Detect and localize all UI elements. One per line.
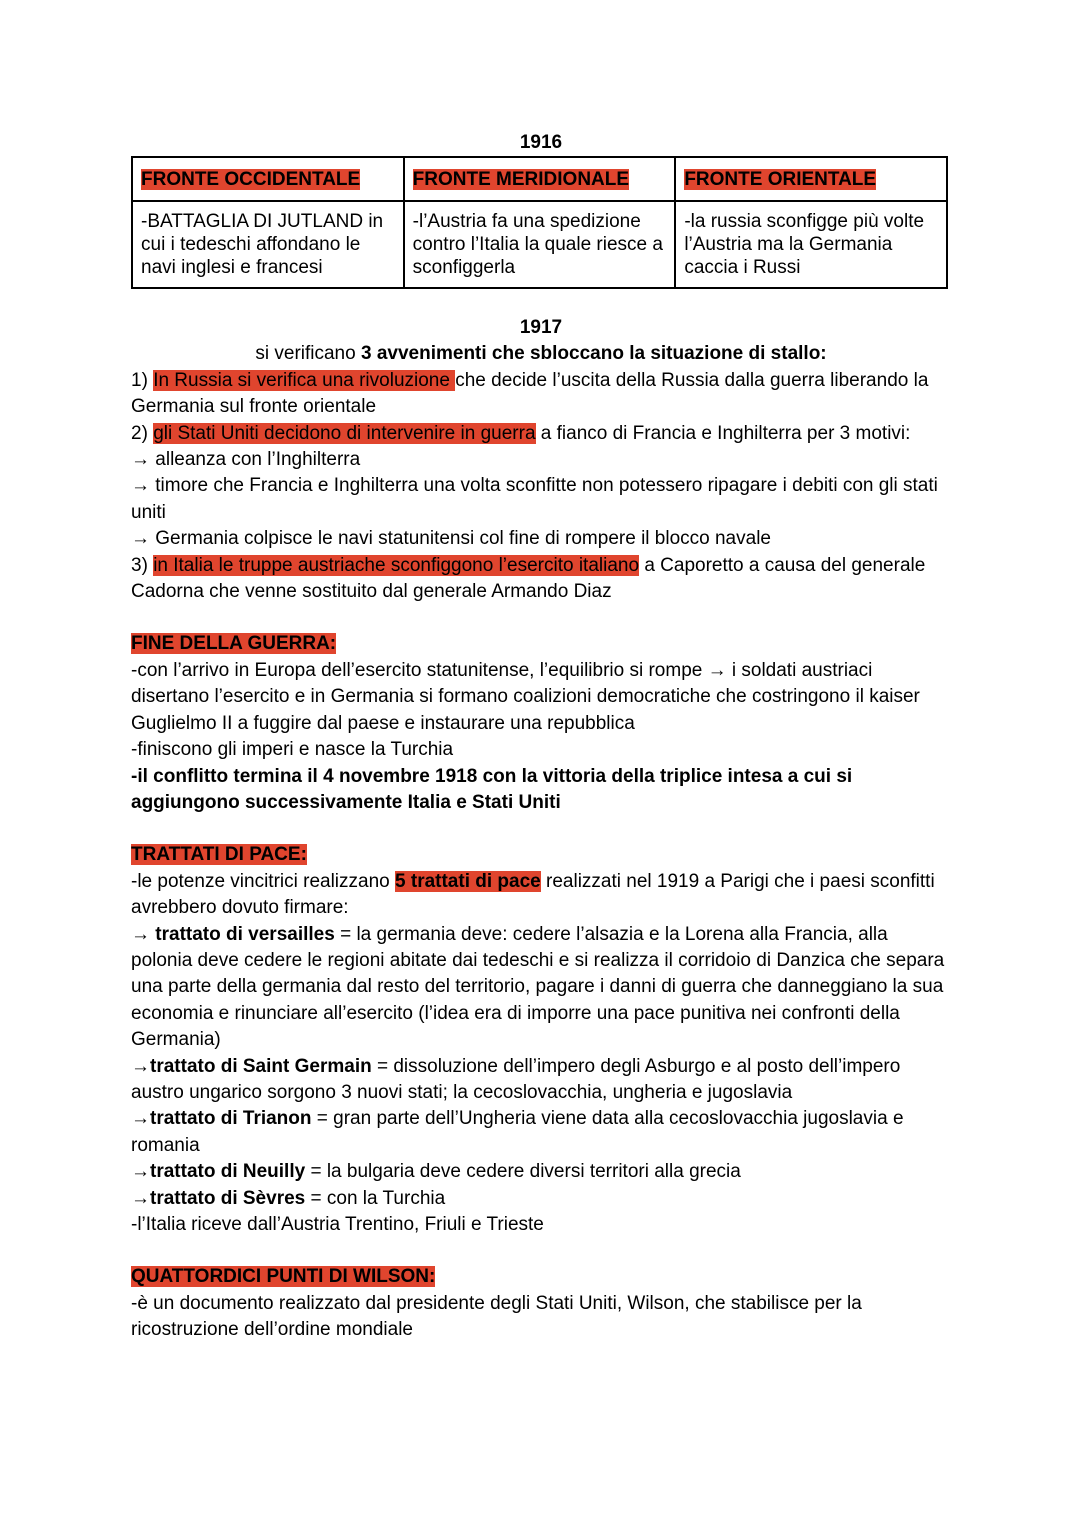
highlight: In Russia si verifica una rivoluzione bbox=[153, 369, 456, 391]
item-text: a fianco di Francia e Inghilterra per 3 motivi: bbox=[535, 422, 911, 444]
intro-bold: 3 avvenimenti che sbloccano la situazione di stallo: bbox=[360, 343, 827, 365]
paragraph: -è un documento realizzato dal presidente degli Stati Uniti, Wilson, che stabilisce per la ricostruzione dell’ordine mondiale bbox=[131, 1292, 862, 1341]
fronts-1916-table bbox=[131, 156, 948, 289]
treaty-name: → trattato di versailles bbox=[131, 923, 335, 945]
item-number: 1) bbox=[131, 369, 154, 391]
table-cell-meridionale: -l’Austria fa una spedizione contro l’Italia la quale riesce a sconfiggerla bbox=[404, 201, 676, 288]
treaty-name: →trattato di Saint Germain bbox=[131, 1055, 372, 1077]
header-fronte-orientale: FRONTE ORIENTALE bbox=[684, 169, 877, 190]
text: realizzati nel 1919 a Parigi che i paesi sconfitti avrebbero dovuto firmare: bbox=[131, 870, 935, 919]
motivo-item: → timore che Francia e Inghilterra una volta sconfitte non potessero ripagare i debiti con gli stati uniti bbox=[131, 475, 938, 523]
header-fronte-meridionale: FRONTE MERIDIONALE bbox=[412, 169, 630, 190]
highlight: gli Stati Uniti decidono di intervenire in guerra bbox=[153, 422, 536, 444]
treaty-item bbox=[131, 1159, 951, 1185]
section-fine-guerra bbox=[131, 631, 951, 657]
treaty-text: = dissoluzione dell’impero degli Asburgo e al posto dell’impero austro ungarico sorgono 3 nuovi stati; la cecoslovacchia, ungheria e jugoslavia bbox=[131, 1055, 901, 1103]
treaty-name: →trattato di Neuilly bbox=[131, 1161, 306, 1183]
section-wilson bbox=[131, 1264, 951, 1290]
list-item bbox=[131, 553, 951, 606]
bold-text: -il conflitto termina il 4 novembre 1918 con la vittoria della triplice intesa a cui si aggiungono successivamente Italia e Stati Uniti bbox=[131, 765, 853, 813]
item-text: che decide l’uscita della Russia dalla guerra liberando la Germania sul fronte orientale bbox=[131, 369, 929, 418]
item-number: 2) bbox=[131, 422, 154, 444]
treaty-item bbox=[131, 922, 951, 1054]
treaty-text: = la germania deve: cedere l’alsazia e la Lorena alla Francia, alla polonia deve cedere le regioni abitate dai tedeschi e si realizza il corridoio di Danzica che separa una parte della germania dal resto del territorio, pagare i danni di guerra che danneggiano la sua economia e rinunciare all’esercito (l’idea era di imporre una pace punitiva nei confronti della Germania) bbox=[131, 923, 945, 1051]
paragraph: -con l’arrivo in Europa dell’esercito statunitense, l’equilibrio si rompe → i soldati austriaci disertano l’esercito e in Germania si formano coalizioni democratiche che costringono il kaiser Guglielmo II a fuggire dal paese e instaurare una repubblica bbox=[131, 659, 920, 734]
treaty-text: = la bulgaria deve cedere diversi territori alla grecia bbox=[305, 1161, 741, 1183]
motivo-item: → Germania colpisce le navi statunitensi col fine di rompere il blocco navale bbox=[131, 528, 771, 550]
table-header-cell bbox=[404, 157, 676, 201]
treaty-text: = con la Turchia bbox=[305, 1187, 446, 1209]
treaty-item bbox=[131, 1054, 951, 1107]
treaty-text: = gran parte dell’Ungheria viene data alla cecoslovacchia jugoslavia e romania bbox=[131, 1108, 904, 1156]
section-1917 bbox=[131, 315, 951, 1344]
table-cell-occidentale: -BATTAGLIA DI JUTLAND in cui i tedeschi affondano le navi inglesi e francesi bbox=[132, 201, 404, 288]
paragraph-bold bbox=[131, 764, 951, 817]
item-number: 3) bbox=[131, 554, 154, 576]
intro-text: si verificano bbox=[255, 343, 361, 365]
treaty-name: →trattato di Sèvres bbox=[131, 1187, 306, 1209]
year-1916-heading: 1916 bbox=[519, 132, 563, 153]
table-header-cell bbox=[675, 157, 947, 201]
section-title: QUATTORDICI PUNTI DI WILSON: bbox=[131, 1266, 436, 1288]
list-item bbox=[131, 368, 951, 421]
paragraph: -l’Italia riceve dall’Austria Trentino, Friuli e Trieste bbox=[131, 1214, 544, 1235]
highlight: in Italia le truppe austriache sconfiggono l’esercito italiano bbox=[153, 554, 640, 576]
paragraph: -finiscono gli imperi e nasce la Turchia bbox=[131, 739, 454, 761]
table-header-cell bbox=[132, 157, 404, 201]
table-cell-orientale: -la russia sconfigge più volte l’Austria ma la Germania caccia i Russi bbox=[675, 201, 947, 288]
document-page bbox=[131, 130, 951, 1344]
section-trattati bbox=[131, 842, 951, 868]
section-title: FINE DELLA GUERRA: bbox=[131, 633, 337, 655]
intro-1917 bbox=[131, 341, 951, 367]
motivo-item: → alleanza con l’Inghilterra bbox=[131, 449, 361, 471]
treaty-name: →trattato di Trianon bbox=[131, 1108, 312, 1130]
section-title: TRATTATI DI PACE: bbox=[131, 844, 307, 866]
highlight: 5 trattati di pace bbox=[395, 870, 541, 892]
list-item bbox=[131, 421, 951, 447]
text: -le potenze vincitrici realizzano bbox=[131, 870, 396, 892]
paragraph bbox=[131, 869, 951, 922]
header-fronte-occidentale: FRONTE OCCIDENTALE bbox=[141, 169, 361, 190]
treaty-item bbox=[131, 1106, 951, 1159]
year-1917-heading: 1917 bbox=[519, 317, 563, 338]
treaty-item bbox=[131, 1186, 951, 1212]
item-text: a Caporetto a causa del generale Cadorna che venne sostituito dal generale Armando Diaz bbox=[131, 554, 926, 603]
